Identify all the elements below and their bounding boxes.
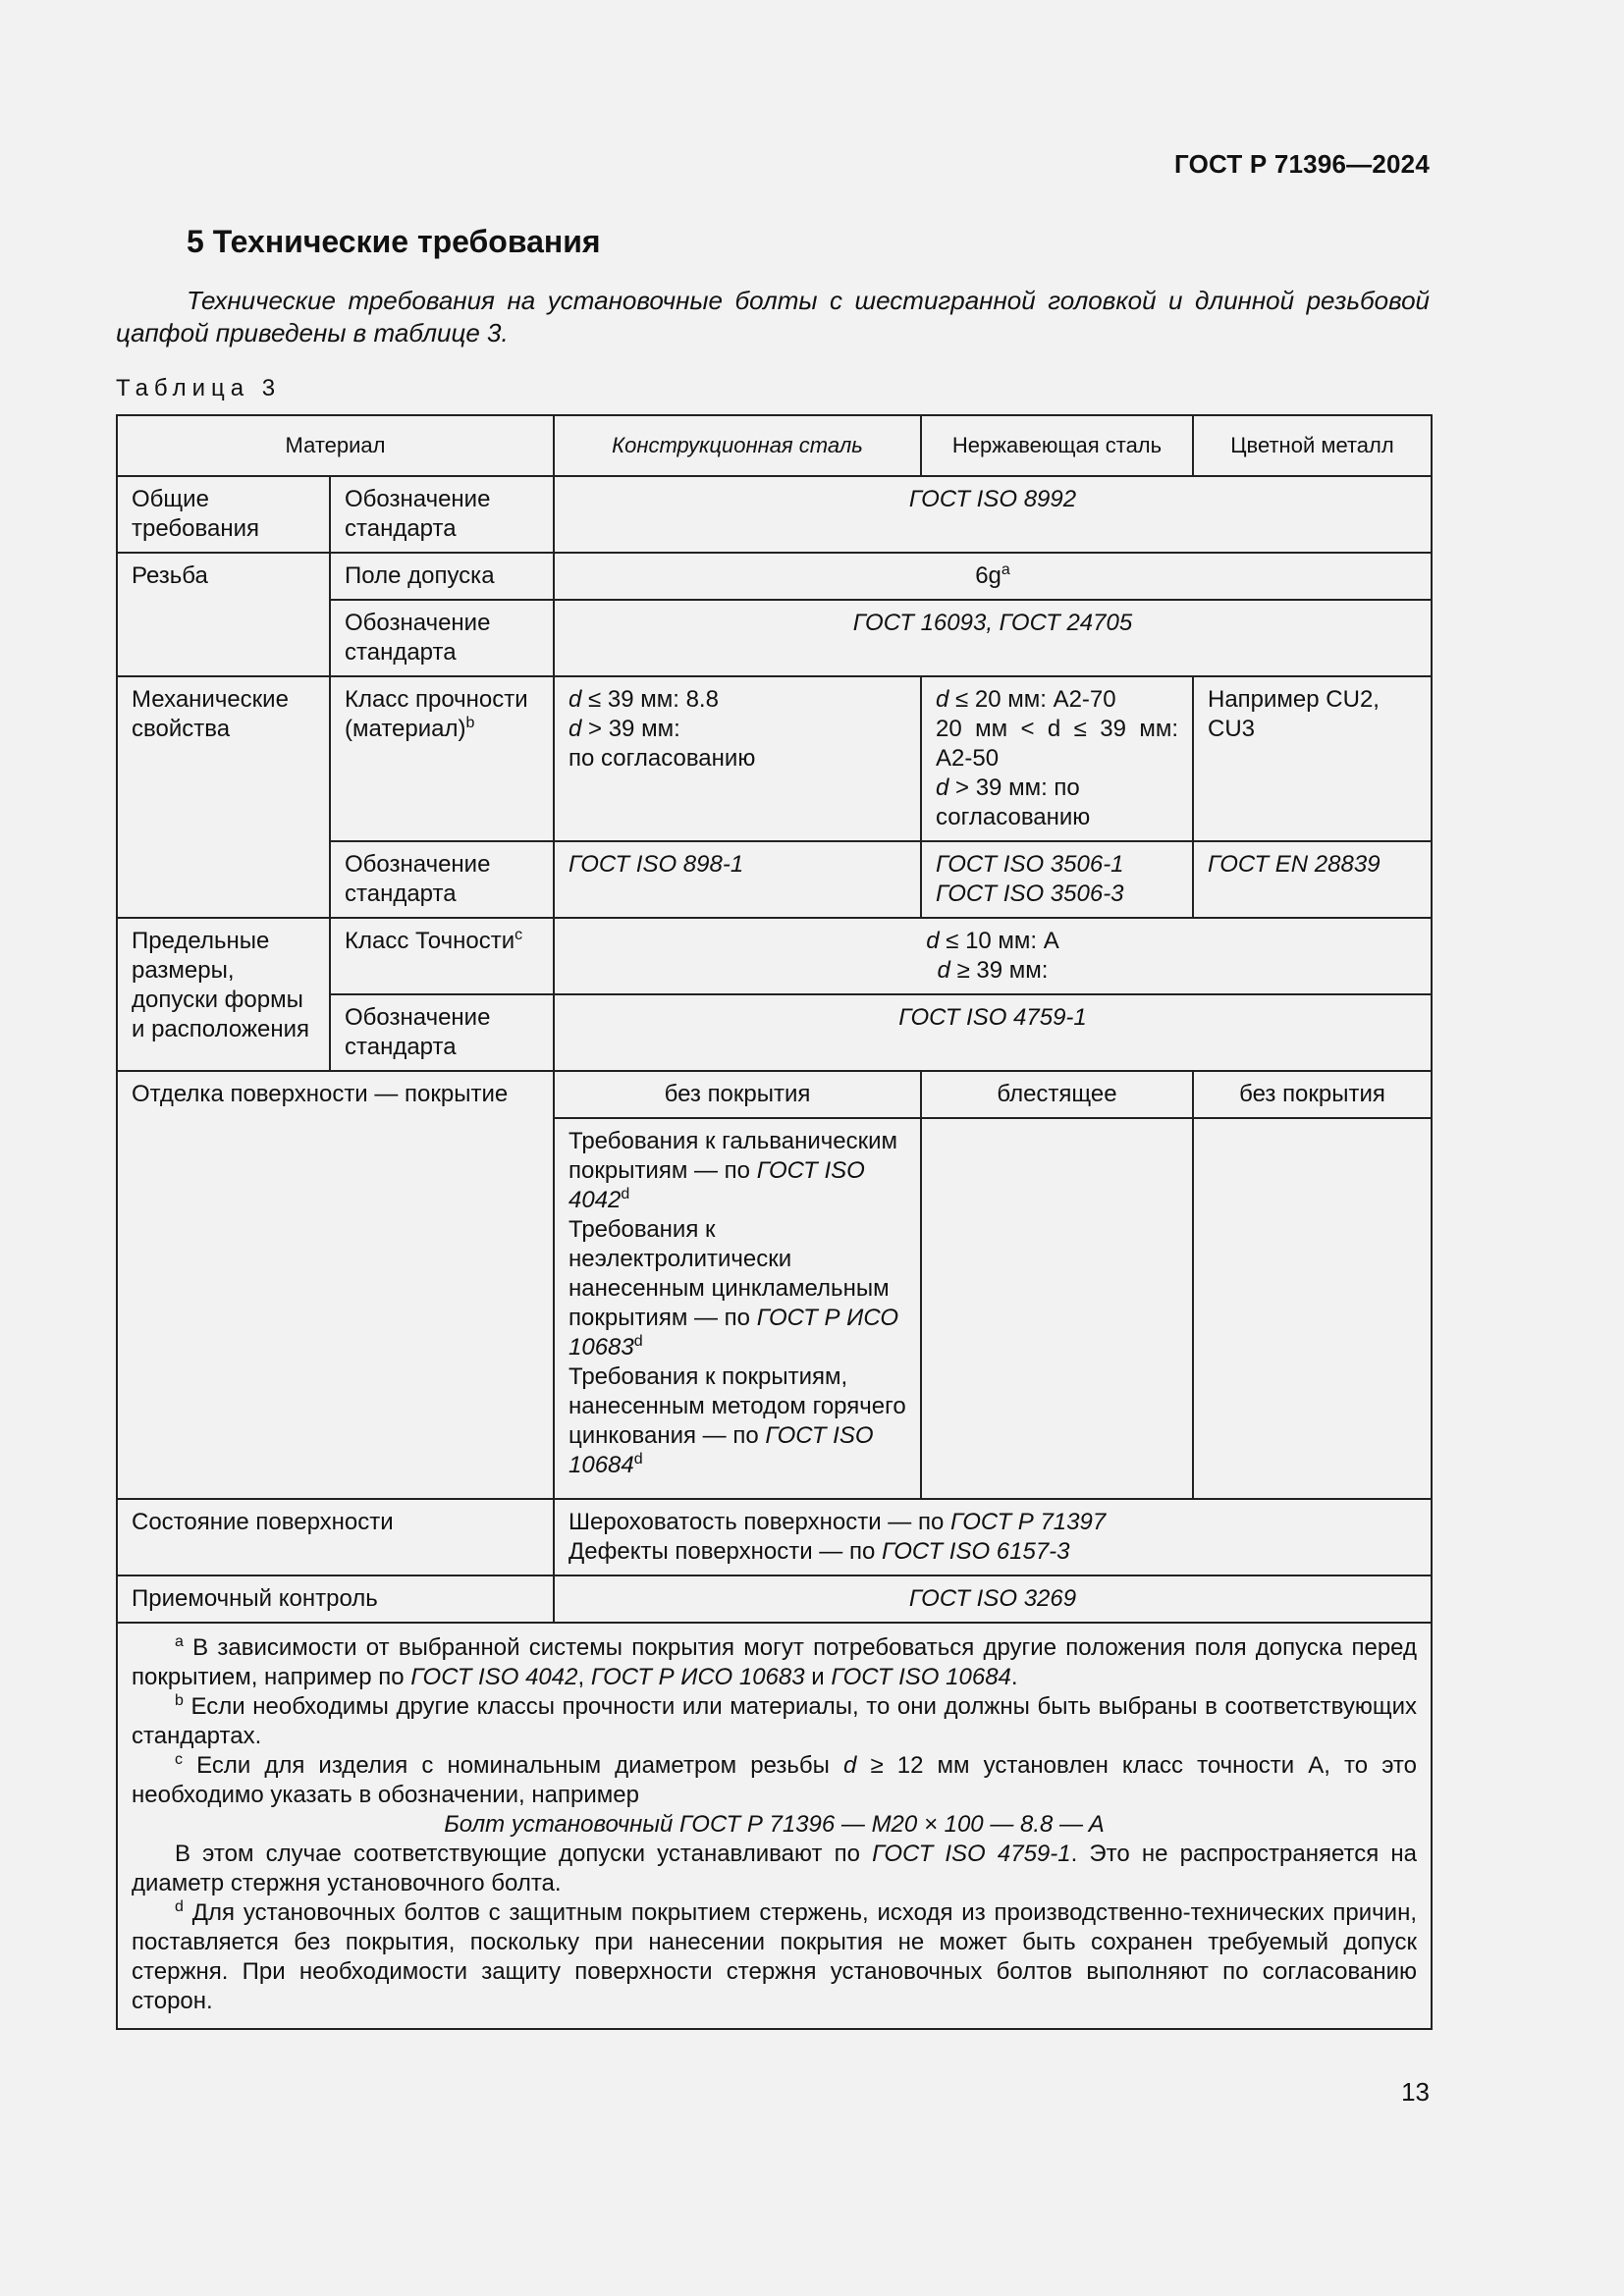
surface-line-1: Шероховатость поверхности — по bbox=[568, 1509, 945, 1535]
var-d: d bbox=[926, 928, 940, 954]
technical-requirements-table bbox=[116, 414, 1433, 2030]
footnote-b-text: Если необходимы другие классы прочности или материалы, то они должны быть выбраны в соответствующих стандартах. bbox=[132, 1693, 1417, 1749]
value-thread-standard: ГОСТ 16093, ГОСТ 24705 bbox=[554, 600, 1432, 676]
section-intro: Технические требования на установочные болты с шестигранной головкой и длинной резьбовой цапфой приведены в таблице 3. bbox=[116, 286, 1430, 347]
footnote-mark: c bbox=[175, 1751, 183, 1768]
accuracy-line-2: ≥ 39 мм: bbox=[949, 957, 1049, 984]
table-footnotes bbox=[117, 1623, 1432, 2029]
footnote-ref-d: d bbox=[633, 1451, 643, 1468]
stainless-line-2: 20 мм < d ≤ 39 мм: bbox=[936, 716, 1178, 742]
footnote-c-example: Болт установочный ГОСТ Р 71396 — M20 × 100 — 8.8 — A bbox=[444, 1811, 1105, 1838]
table-row bbox=[117, 553, 1432, 600]
value-surface-condition bbox=[554, 1499, 1432, 1575]
coating-req-1: Требования к гальваническим покрытиям — по bbox=[568, 1128, 897, 1184]
group-general: Общие требования bbox=[117, 476, 330, 553]
value-stainless-strength bbox=[921, 676, 1193, 841]
footnote-c bbox=[132, 1751, 1417, 1810]
empty-cell bbox=[921, 1118, 1193, 1499]
label-designation: Обозначение стандарта bbox=[330, 841, 554, 918]
stainless-standard-2: ГОСТ ISO 3506-3 bbox=[936, 881, 1124, 907]
footnote-a-std-3: ГОСТ ISO 10684 bbox=[831, 1664, 1011, 1690]
footnote-a-std-1: ГОСТ ISO 4042 bbox=[410, 1664, 578, 1690]
footnote-c-text-1: Если для изделия с номинальным диаметром резьбы bbox=[196, 1752, 830, 1779]
table-caption: Таблица 3 bbox=[116, 375, 282, 401]
surface-line-2: Дефекты поверхности — по bbox=[568, 1538, 876, 1565]
footnote-ref-b: b bbox=[465, 715, 475, 731]
table-row bbox=[117, 1071, 1432, 1118]
stainless-line-4: > 39 мм: по согласованию bbox=[936, 774, 1091, 830]
table-row bbox=[117, 676, 1432, 841]
steel-line-1: ≤ 39 мм: 8.8 bbox=[581, 686, 719, 713]
value-tolerance-field bbox=[554, 553, 1432, 600]
accuracy-line-1: ≤ 10 мм: A bbox=[939, 928, 1059, 954]
label-designation: Обозначение стандарта bbox=[330, 994, 554, 1071]
footnote-d-text: Для установочных болтов с защитным покрытием стержень, исходя из производственно-технических причин, поставляется без покрытия, поскольку при нанесении покрытия не может быть сохранен требуемый допуск стержня. При необходимости защиту поверхности стержня установочных болтов выполняют по согласованию сторон. bbox=[132, 1899, 1418, 2014]
header-nonferrous-metal: Цветной металл bbox=[1193, 415, 1432, 476]
footnote-mark: b bbox=[175, 1692, 184, 1709]
surface-std-2: ГОСТ ISO 6157-3 bbox=[881, 1538, 1070, 1565]
footnote-a-std-2: ГОСТ Р ИСО 10683 bbox=[590, 1664, 805, 1690]
var-d: d bbox=[568, 716, 582, 742]
value-steel-finish: без покрытия bbox=[554, 1071, 921, 1118]
value-nonferrous-standard: ГОСТ EN 28839 bbox=[1193, 841, 1432, 918]
coating-req-2: Требования к неэлектролитически нанесенным цинкламельным покрытиям — по bbox=[568, 1216, 890, 1331]
group-limits: Предельные размеры, допуски формы и расположения bbox=[117, 918, 330, 1071]
var-d: d bbox=[843, 1752, 857, 1779]
header-material: Материал bbox=[117, 415, 554, 476]
value-steel-strength bbox=[554, 676, 921, 841]
footnote-c-std: ГОСТ ISO 4759-1 bbox=[872, 1841, 1071, 1867]
footnote-c-text-3: В этом случае соответствующие допуски устанавливают по bbox=[175, 1841, 860, 1867]
footnote-mark: d bbox=[175, 1898, 184, 1915]
coating-std-1: ГОСТ ISO 4042 bbox=[568, 1157, 865, 1213]
stainless-line-3: A2-50 bbox=[936, 745, 1000, 772]
surface-std-1: ГОСТ Р 71397 bbox=[949, 1509, 1107, 1535]
footnote-a-text: В зависимости от выбранной системы покрытия могут потребоваться другие положения поля допуска перед покрытием, например по bbox=[132, 1634, 1417, 1690]
footnote-a: $^a$ В зависимости от выбранной системы покрытия могут потребоваться другие положения поля допуска перед покрытием, например по ГОСТ ISO 4042, ГОСТ Р ИСО 10683 и ГОСТ ISO 10684. bbox=[132, 1633, 1417, 1690]
steel-line-3: по согласованию bbox=[568, 745, 756, 772]
label-surface-condition: Состояние поверхности bbox=[117, 1499, 554, 1575]
var-d: d bbox=[937, 957, 950, 984]
group-thread: Резьба bbox=[117, 553, 330, 676]
table-row bbox=[117, 1499, 1432, 1575]
label-designation: Обозначение стандарта bbox=[330, 476, 554, 553]
value-nonferrous-finish: без покрытия bbox=[1193, 1071, 1432, 1118]
coating-std-2: ГОСТ Р ИСО 10683 bbox=[568, 1305, 899, 1361]
footnote-ref-d: d bbox=[633, 1333, 643, 1350]
footnote-mark: a bbox=[175, 1633, 184, 1650]
stainless-line-1: ≤ 20 мм: A2-70 bbox=[948, 686, 1116, 713]
label-surface-finish: Отделка поверхности — покрытие bbox=[117, 1071, 554, 1499]
section-title: 5 Технические требования bbox=[187, 224, 601, 259]
value-acceptance-standard: ГОСТ ISO 3269 bbox=[554, 1575, 1432, 1623]
label-acceptance-control: Приемочный контроль bbox=[117, 1575, 554, 1623]
value-steel-standard: ГОСТ ISO 898-1 bbox=[554, 841, 921, 918]
stainless-standard-1: ГОСТ ISO 3506-1 bbox=[936, 851, 1124, 878]
table-row bbox=[117, 918, 1432, 994]
label-designation: Обозначение стандарта bbox=[330, 600, 554, 676]
footnote-d bbox=[132, 1898, 1417, 2016]
footnote-ref-a: a bbox=[1001, 561, 1010, 578]
footnote-b bbox=[132, 1692, 1417, 1751]
coating-req-3: Требования к покрытиям, нанесенным методом горячего цинкования — по bbox=[568, 1363, 906, 1449]
steel-line-2: > 39 мм: bbox=[581, 716, 680, 742]
value-stainless-standard bbox=[921, 841, 1193, 918]
label-strength-class bbox=[330, 676, 554, 841]
accuracy-class-label: Класс Точности bbox=[345, 928, 515, 954]
var-d: d bbox=[936, 774, 949, 801]
coating-std-3: ГОСТ ISO 10684 bbox=[568, 1422, 874, 1478]
var-d: d bbox=[936, 686, 949, 713]
tolerance-value: 6g bbox=[975, 562, 1001, 589]
table-row bbox=[117, 1575, 1432, 1623]
label-accuracy-class bbox=[330, 918, 554, 994]
empty-cell bbox=[1193, 1118, 1432, 1499]
page-number: 13 bbox=[1401, 2077, 1430, 2107]
value-coating-requirements bbox=[554, 1118, 921, 1499]
footnote-c-text-2: ≥ 12 мм установлен класс точности A, то это необходимо указать в обозначении, например bbox=[132, 1752, 1417, 1808]
value-nonferrous-strength: Например CU2, CU3 bbox=[1193, 676, 1432, 841]
footnote-ref-c: c bbox=[514, 927, 523, 943]
footnote-ref-d: d bbox=[621, 1186, 630, 1202]
value-accuracy-class bbox=[554, 918, 1432, 994]
value-general-standard: ГОСТ ISO 8992 bbox=[554, 476, 1432, 553]
footnote-c-cont bbox=[132, 1840, 1417, 1898]
table-header-row bbox=[117, 415, 1432, 476]
header-stainless-steel: Нержавеющая сталь bbox=[921, 415, 1193, 476]
group-mechanical: Механические свойства bbox=[117, 676, 330, 918]
standard-number: ГОСТ Р 71396—2024 bbox=[1174, 149, 1430, 179]
label-tolerance-field: Поле допуска bbox=[330, 553, 554, 600]
footnote-c-text-4: . Это не распространяется на диаметр стержня установочного болта. bbox=[132, 1841, 1417, 1896]
value-stainless-finish: блестящее bbox=[921, 1071, 1193, 1118]
strength-class-label: Класс прочности (материал) bbox=[345, 686, 528, 742]
value-limits-standard: ГОСТ ISO 4759-1 bbox=[554, 994, 1432, 1071]
table-row bbox=[117, 476, 1432, 553]
table-footnotes-row bbox=[117, 1623, 1432, 2029]
footnote-a-and: и bbox=[811, 1664, 825, 1690]
var-d: d bbox=[568, 686, 582, 713]
header-structural-steel: Конструкционная сталь bbox=[554, 415, 921, 476]
